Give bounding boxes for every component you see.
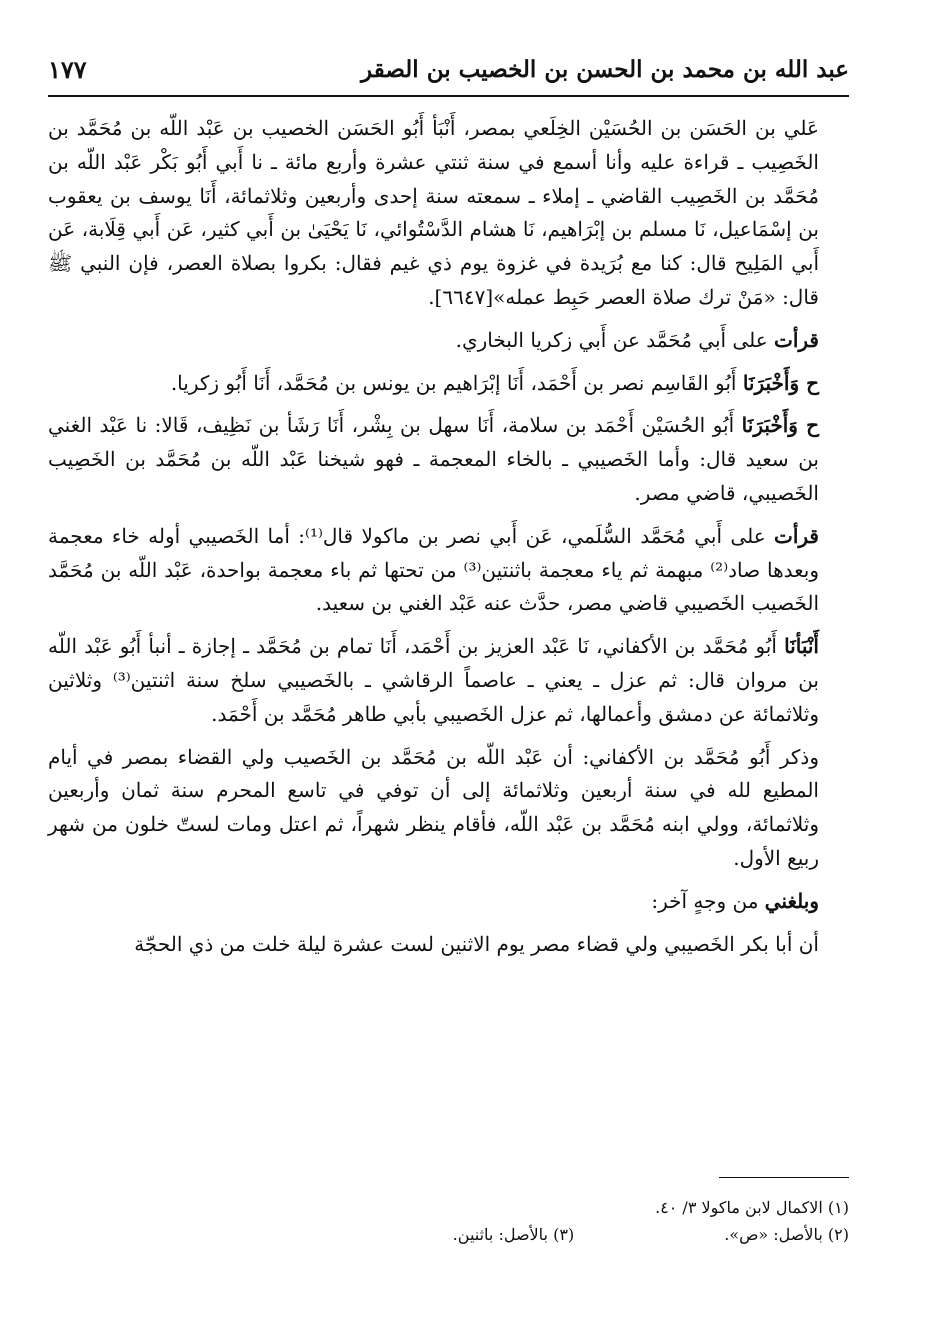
paragraph-5 (48, 520, 849, 621)
paragraph-5-lead: قرأت (774, 523, 819, 548)
paragraph-2-lead: قرأت (774, 327, 819, 352)
paragraph-5-text: على أَبي مُحَمَّد السُّلَمي، عَن أَبي نصر بن ماكولا قال⁽¹⁾: أما الخَصيبي أوله خاء معجمة وبعدها صاد⁽²⁾ مبهمة ثم ياء معجمة باثنتين⁽³⁾ من تحتها ثم باء معجمة بواحدة، عَبْد اللّه بن مُحَمَّد الخَصيب الخَصيبي قاضي مصر، حدَّث عنه عَبْد الغني بن سعيد. (48, 523, 820, 616)
footnote-3: (٣) بالأصل: باثنين. (452, 1225, 575, 1244)
paragraph-6-text: أَبُو مُحَمَّد بن الأكفاني، نَا عَبْد العزيز بن أَحْمَد، أَنَا تمام بن مُحَمَّد ـ إجازة ـ أنبأ أَبُو عَبْد اللّه بن مروان قال: ثم عزل ـ يعني ـ عاصماً الرقاشي ـ بالخَصيبي سلخ سنة اثنتين⁽³⁾ وثلاثين وثلاثمائة عن دمشق وأعمالها، ثم عزل الخَصيبي بأبي طاهر مُحَمَّد بن أَحْمَد. (48, 634, 819, 726)
paragraph-3-text: أَبُو القَاسِم نصر بن أَحْمَد، أَنَا إبْرَاهيم بن يونس بن مُحَمَّد، أَنَا أَبُو زكريا. (170, 370, 743, 395)
footnote-row-2 (48, 1221, 849, 1248)
paragraph-4-text: أَبُو الحُسَيْن أَحْمَد بن سلامة، أَنَا سهل بن بِشْر، أَنَا رَشَأ بن نَظِيف، قَالا: نا عَبْد الغني بن سعيد قال: وأما الخَصيبي ـ بالخاء المعجمة ـ فهو شيخنا عَبْد اللّه بن مُحَمَّد بن الخَصِيب الخَصيبي، قاضي مصر. (48, 413, 819, 505)
footnote-2: (٢) بالأصل: «ص». (724, 1225, 849, 1244)
footnote-1: (١) الاكمال لابن ماكولا ٣/ ٤٠. (655, 1198, 849, 1217)
paragraph-9-text: أن أبا بكر الخَصيبي ولي قضاء مصر يوم الاثنين لست عشرة ليلة خلت من ذي الحجّة (134, 931, 819, 956)
paragraph-1-text: عَلي بن الحَسَن بن الحُسَيْن الخِلَعي بمصر، أَنْبَأ أَبُو الحَسَن الخصيب بن عَبْد اللّه بن مُحَمَّد بن الخَصِيب ـ قراءة عليه وأنا أسمع في سنة ثنتي عشرة وأربع مائة ـ نا أَبي أَبُو بَكْر عَبْد اللّه بن مُحَمَّد بن الخَصِيب القاضي ـ إملاء ـ سمعته سنة إحدى وأربعين وثلاثمائة، أَنَا يوسف بن يعقوب بن إسْمَاعيل، نَا مسلم بن إبْرَاهيم، نَا هشام الدَّسْتُوائي، نَا يَحْيَىٰ بن أَبي كثير، عَن أَبي قِلَابة، عَن أَبي المَلِيح قال: كنا مع بُرَيدة في غزوة يوم ذي غيم فقال: بكروا بصلاة العصر، فإن النبي ﷺ قال: «مَنْ ترك صلاة العصر حَبِط عمله»[٦٦٤٧]. (48, 116, 819, 309)
paragraph-8 (48, 885, 849, 919)
paragraph-7-text: وذكر أَبُو مُحَمَّد بن الأكفاني: أن عَبْد اللّه بن مُحَمَّد بن الخَصيب ولي القضاء بمصر في أيام المطيع لله في سنة أربعين وثلاثمائة إلى أن توفي في تاسع المحرم سنة ثمان وأربعين وثلاثمائة، وولي ابنه مُحَمَّد بن عَبْد اللّه، فأقام ينظر شهراً، ثم اعتل ومات لستّ خلون من شهر ربيع الأول. (48, 744, 819, 870)
footnote-row-1 (48, 1194, 849, 1221)
paragraph-9 (48, 928, 849, 962)
paragraph-6-lead: أَنْبَأنَا (784, 634, 819, 659)
paragraph-3 (48, 367, 849, 401)
paragraph-7 (48, 741, 849, 876)
paragraph-3-lead: ح وَأَخْبَرَنَا (742, 370, 819, 395)
header-rule (48, 95, 849, 97)
paragraph-1 (48, 112, 849, 315)
paragraph-8-text: من وجهٍ آخر: (651, 888, 765, 913)
paragraph-4 (48, 409, 849, 510)
paragraph-8-lead: وبلغني (764, 888, 819, 913)
footnote-rule (719, 1177, 849, 1178)
footnotes (48, 1194, 849, 1248)
page-number: ١٧٧ (48, 54, 87, 84)
paragraph-2 (48, 324, 849, 358)
paragraph-2-text: على أَبي مُحَمَّد عن أَبي زكريا البخاري. (455, 327, 775, 352)
page-header (48, 46, 849, 92)
paragraph-4-lead: ح وَأَخْبَرَنَا (741, 413, 819, 438)
running-title: عبد الله بن محمد بن الحسن بن الخصيب بن الصقر (361, 55, 849, 83)
paragraph-6 (48, 630, 849, 731)
body-text (48, 112, 849, 961)
